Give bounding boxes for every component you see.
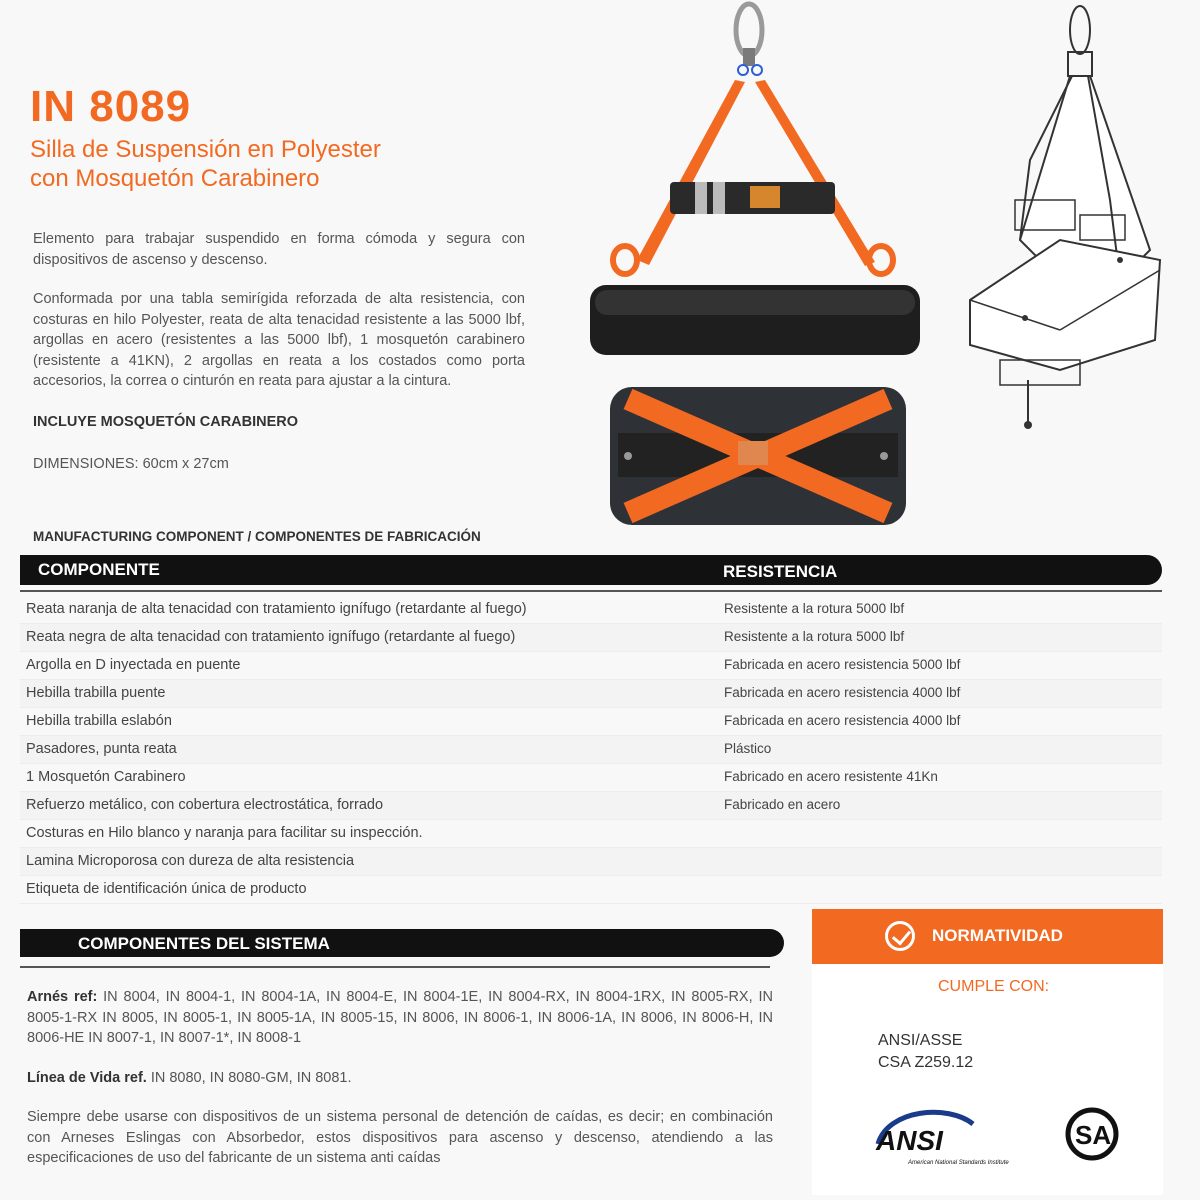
components-table [20,596,1162,904]
svg-text:ANSI: ANSI [876,1125,943,1156]
description-1: Elemento para trabajar suspendido en forma cómoda y segura con dispositivos de ascenso y descenso. [33,231,525,268]
svg-text:American National Standards In: American National Standards Institute [908,1160,1009,1166]
product-subtitle [30,135,450,193]
table-row [20,764,1162,792]
components-table-header [20,555,1162,585]
includes-note: INCLUYE MOSQUETÓN CARABINERO [33,414,299,430]
resistance-cell: Fabricada en acero resistencia 4000 lbf [724,685,961,700]
system-divider [20,966,770,968]
subtitle-line-2: con Mosquetón Carabinero [30,165,320,192]
component-cell: Etiqueta de identificación única de producto [26,881,307,897]
component-cell: Costuras en Hilo blanco y naranja para facilitar su inspección. [26,825,423,841]
ansi-logo [868,1104,1028,1174]
csa-logo [1062,1104,1122,1164]
header-divider [20,590,1162,592]
harness-label: Arnés ref: [27,989,98,1005]
table-row [20,792,1162,820]
table-row [20,652,1162,680]
product-code: IN 8089 [30,82,192,131]
component-cell: Hebilla trabilla puente [26,685,166,701]
subtitle-line-1: Silla de Suspensión en Polyester [30,136,381,163]
resistance-cell: Resistente a la rotura 5000 lbf [724,601,905,616]
table-row [20,596,1162,624]
standard-ansi: ANSI/ASSE [878,1032,963,1049]
table-row [20,736,1162,764]
component-cell: Pasadores, punta reata [26,741,177,757]
system-components-title: COMPONENTES DEL SISTEMA [78,934,330,953]
system-components-header [20,929,784,957]
standards-title: NORMATIVIDAD [932,926,1063,945]
seat-line-drawing [960,0,1165,430]
resistance-cell: Plástico [724,741,772,756]
resistance-cell: Fabricada en acero resistencia 4000 lbf [724,713,961,728]
check-circle-icon [885,921,915,951]
usage-note: Siempre debe usarse con dispositivos de un sistema personal de detención de caídas, es decir; en combinación con Arneses Eslingas con Absorbedor, estos dispositivos para ascenso y descenso, atendiendo a las especificaciones de uso del fabricante de un sistema anti caídas [27,1109,773,1166]
resistance-cell: Fabricado en acero [724,797,841,812]
lifeline-label: Línea de Vida ref. [27,1070,147,1086]
component-cell: 1 Mosquetón Carabinero [26,769,186,785]
standards-panel [812,964,1163,1195]
dimensions: DIMENSIONES: 60cm x 27cm [33,456,229,472]
lifeline-refs-text: IN 8080, IN 8080-GM, IN 8081. [146,1070,352,1086]
component-cell: Argolla en D inyectada en puente [26,657,241,673]
seat-bottom-image [608,385,908,527]
description-2: Conformada por una tabla semirígida reforzada de alta resistencia, con costuras en hilo Polyester, reata de alta tenacidad resistente a las 5000 lbf, argollas en acero (resistentes a las 5000 lbf), 1 mosquetón carabinero (resistente a 41KN), 2 argollas en reata a los costados como porta accesorios, la correa o cinturón en reata para ajustar a la cintura. [33,291,525,389]
seat-harness-image [585,0,930,370]
component-cell: Refuerzo metálico, con cobertura electrostática, forrado [26,797,384,813]
component-cell: Reata naranja de alta tenacidad con tratamiento ignífugo (retardante al fuego) [26,601,527,617]
harness-refs-text: IN 8004, IN 8004-1, IN 8004-1A, IN 8004-E, IN 8004-1E, IN 8004-RX, IN 8004-1RX, IN 8005-RX, IN 8005-1-RX IN 8005, IN 8005-1, IN 8005-1A, IN 8005-15, IN 8006, IN 8006-1, IN 8006-1A, IN 8006, IN 8006-H, IN 8006-HE IN 8007-1, IN 8007-1*, IN 8008-1 [27,989,773,1046]
lifeline-refs [27,1068,773,1089]
resistance-cell: Resistente a la rotura 5000 lbf [724,629,905,644]
table-row [20,680,1162,708]
table-row [20,848,1162,876]
column-component: COMPONENTE [38,560,160,579]
table-row [20,708,1162,736]
standards-header [812,909,1163,964]
table-row [20,820,1162,848]
resistance-cell: Fabricada en acero resistencia 5000 lbf [724,657,961,672]
standard-csa: CSA Z259.12 [878,1054,974,1071]
harness-refs [27,987,773,1049]
component-cell: Reata negra de alta tenacidad con tratamiento ignífugo (retardante al fuego) [26,629,516,645]
manufacturing-heading: MANUFACTURING COMPONENT / COMPONENTES DE FABRICACIÓN [33,529,481,544]
table-row [20,624,1162,652]
column-resistance: RESISTENCIA [723,562,838,581]
resistance-cell: Fabricado en acero resistente 41Kn [724,769,938,784]
component-cell: Hebilla trabilla eslabón [26,713,172,729]
table-row [20,876,1162,904]
component-cell: Lamina Microporosa con dureza de alta resistencia [26,853,355,869]
complies-label: CUMPLE CON: [938,978,1050,995]
svg-text:SA: SA [1075,1120,1112,1150]
